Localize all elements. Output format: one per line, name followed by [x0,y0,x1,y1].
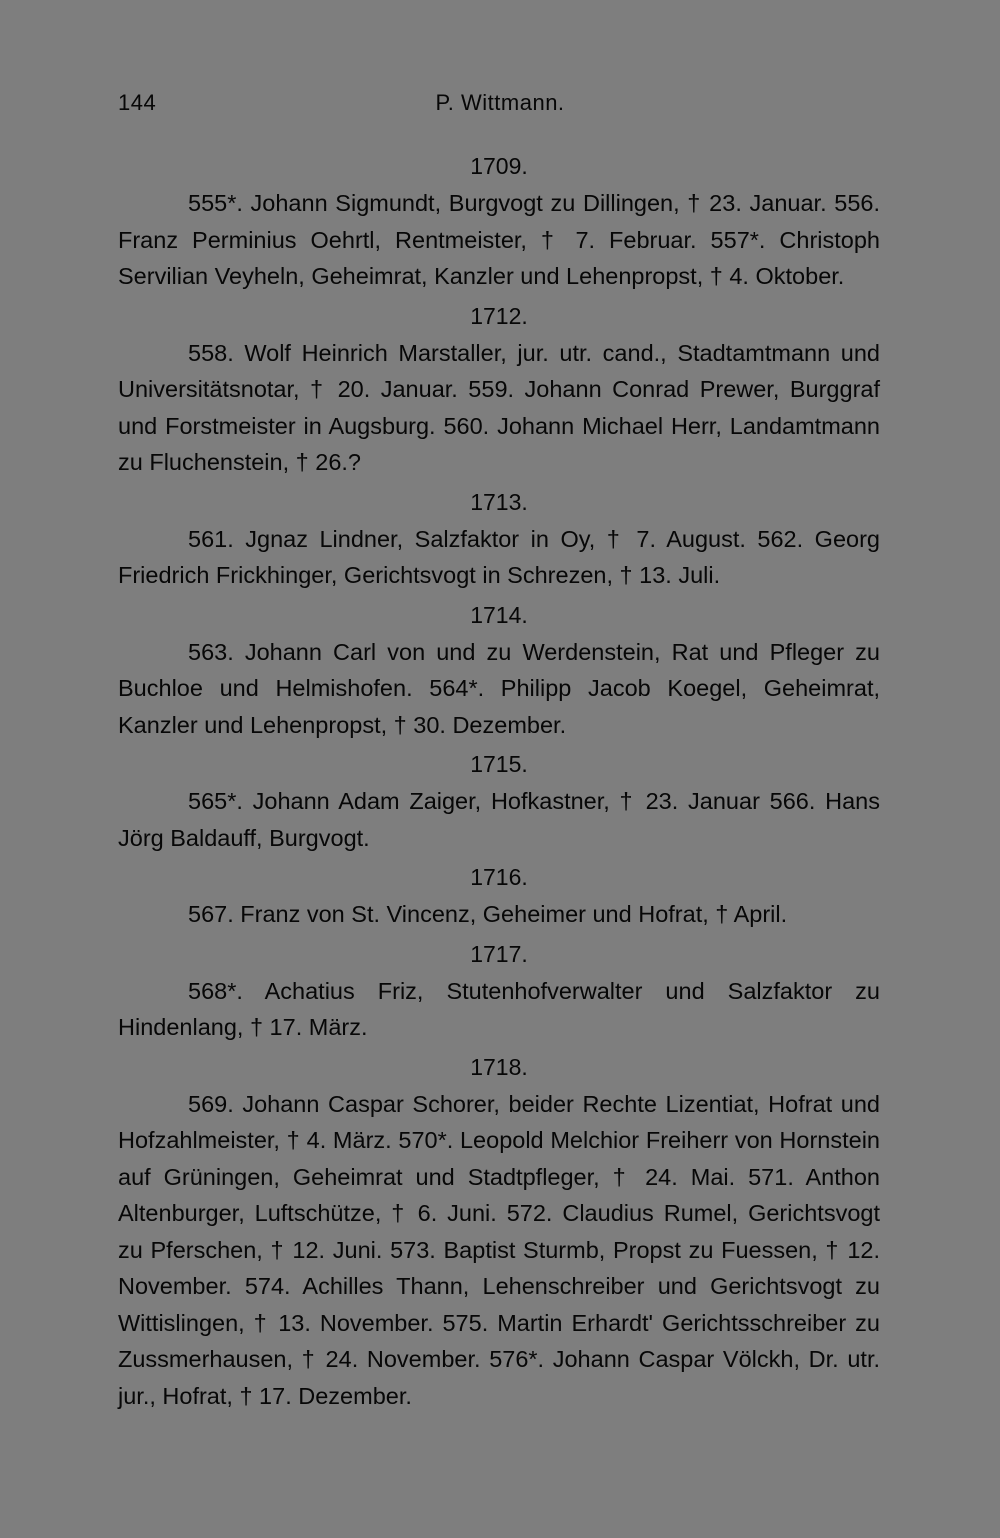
entry-paragraph: 568*. Achatius Friz, Stutenhofverwalter und Salzfaktor zu Hindenlang, † 17. März. [118,977,880,1040]
entry-paragraph: 569. Johann Caspar Schorer, beider Rechte Lizentiat, Hofrat und Hofzahlmeister, † 4. März. 570*. Leopold Melchior Freiherr von Hornstein auf Grüningen, Geheimrat und Stadtpfleger, † 24. Mai. 571. Anthon Altenburger, Luftschütze, † 6. Juni. 572. Claudius Rumel, Gerichtsvogt zu Pferschen, † 12. Juni. 573. Baptist Sturmb, Propst zu Fuessen, † 12. November. 574. Achilles Thann, Lehenschreiber und Gerichtsvogt zu Wittislingen, † 13. November. 575. Martin Erhardt' Gerichtsschreiber zu Zussmerhausen, † 24. November. 576*. Johann Caspar Völckh, Dr. utr. jur., Hofrat, † 17. Dezember. [118,1090,880,1409]
entry-paragraph: 555*. Johann Sigmundt, Burgvogt zu Dillingen, † 23. Januar. 556. Franz Perminius Oehrtl, Rentmeister, † 7. Februar. 557*. Christoph Servilian Veyheln, Geheimrat, Kanzler und Lehenpropst, † 4. Oktober. [118,190,880,289]
page-body [118,145,880,1416]
year-heading: 1713. [470,488,528,515]
page-number: 144 [118,90,157,115]
entry-paragraph: 563. Johann Carl von und zu Werdenstein, Rat und Pfleger zu Buchloe und Helmishofen. 564*. Philipp Jacob Koegel, Geheimrat, Kanzler und Lehenpropst, † 30. Dezember. [118,638,880,738]
running-head [118,90,882,120]
year-heading: 1716. [470,864,528,890]
entry-paragraph: 567. Franz von St. Vincenz, Geheimer und Hofrat, † April. [188,901,788,927]
year-heading: 1717. [470,940,528,967]
year-heading: 1714. [470,601,528,628]
year-heading: 1712. [470,302,528,329]
entry-paragraph: 565*. Johann Adam Zaiger, Hofkastner, † 23. Januar 566. Hans Jörg Baldauff, Burgvogt. [118,788,880,851]
entry-paragraph: 561. Jgnaz Lindner, Salzfaktor in Oy, † 7. August. 562. Georg Friedrich Frickhinger, Gerichtsvogt in Schrezen, † 13. Juli. [118,525,880,588]
entry-paragraph: 558. Wolf Heinrich Marstaller, jur. utr. cand., Stadtamtmann und Universitätsnotar, † 20. Januar. 559. Johann Conrad Prewer, Burggraf und Forstmeister in Augsburg. 560. Johann Michael Herr, Landamtmann zu Fluchenstein, † 26.? [118,339,880,475]
year-heading: 1715. [470,751,528,777]
running-title: P. Wittmann. [435,90,565,115]
year-heading: 1709. [470,153,528,179]
year-heading: 1718. [470,1053,528,1080]
